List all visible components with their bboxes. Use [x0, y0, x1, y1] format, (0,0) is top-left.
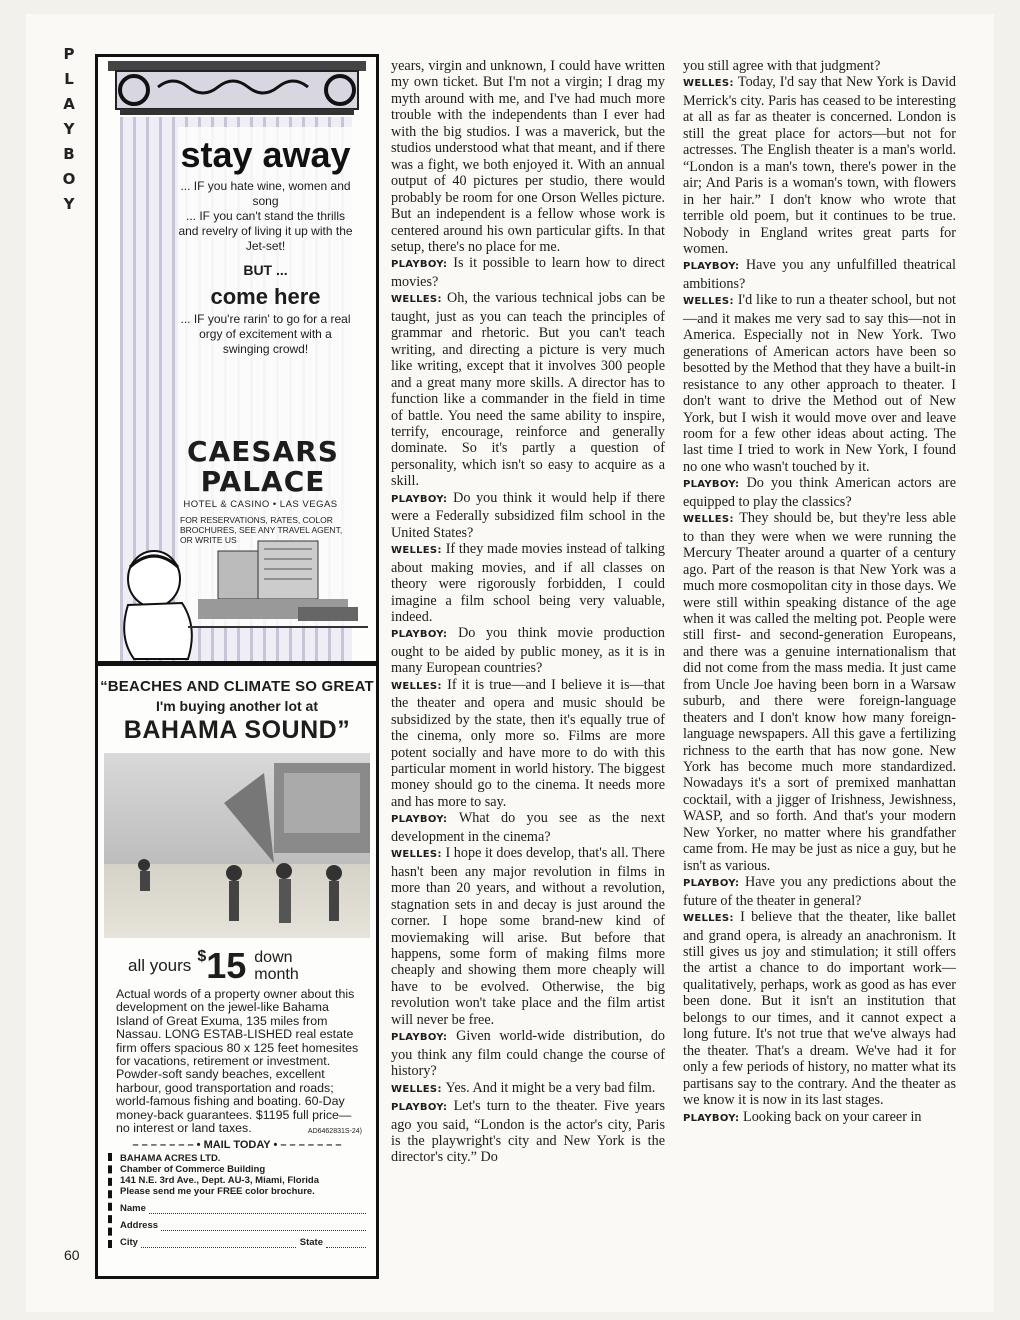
ad-come-here: come here — [210, 284, 321, 309]
price-offer: all yours $ 15 down month — [128, 945, 299, 986]
price-amount: 15 — [206, 945, 247, 986]
article-paragraph: PLAYBOY: What do you see as the next development in the cinema? — [391, 810, 665, 845]
article-paragraph: WELLES: They should be, but they're less able to than they were when we were running the Mercury Theater around a quarter of a century ago. Part of the reason is that New York was a much more cosmopolitan city in those days. We were still within speaking distance of the age when it was called the melting pot. People were still first- and second-generation Europeans, and there was a genuine internationalism that did not come from the mass media. It just came from Uncle Joe having been born in a Warsaw suburb, and there were foreign-language theaters and I don't know how many foreign-language newspapers. All this gave a fertilizing richness to the earth that has now gone. New York has become much more standardized. Nowadays it's a sort of premixed manhattan cocktail, with a jigger of Irishness, Jewishness, WASP, and so forth. And that's your modern New Yorker, no matter where his grandfather came from. He may be just as nice a guy, but he isn't as various. — [683, 510, 956, 874]
ad-body-copy: Actual words of a property owner about this development on the jewel-like Bahama Island of Great Exuma, 135 miles from Nassau. LONG ESTAB-LISHED real estate firm offers spacious 80 x 125 feet homesites for vacations, retirement or investment. Powder-soft sandy beaches, excellent harbour, good transportation and roads; world-famous fishing and boating. 60-Day money-back guarantees. $1195 full price—no interest or land taxes. AD6462831S-24) — [116, 988, 362, 1135]
speaker-label: WELLES: — [391, 1083, 446, 1095]
speaker-label: PLAYBOY: — [391, 629, 459, 641]
speaker-label: PLAYBOY: — [683, 261, 746, 273]
page-number: 60 — [64, 1247, 80, 1263]
article-paragraph: PLAYBOY: Do you think movie production ought to be aided by public money, as it is in many European countries? — [391, 625, 666, 677]
article-paragraph: PLAYBOY: Have you any unfulfilled theatrical ambitions? — [683, 257, 956, 292]
article-paragraph: PLAYBOY: Let's turn to the theater. Five years ago you said, “London is the actor's city, Paris is the playwright's city and New York is the director's city.” Do — [391, 1098, 665, 1166]
bahama-sound-ad — [95, 663, 379, 1279]
article-paragraph: WELLES: Oh, the various technical jobs can be taught, just as you can teach the principles of grammar and rhetoric. But you can't teach writing, and directing a picture is very much like writing, except that it involves 300 people and a great many more skills. A director has to function like a commander in the field in time of battle. You need the same ability to inspire, terrify, encourage, reinforce and generally dominate. So it's partly a question of personality, which isn't so easy to acquire as a skill. — [391, 290, 665, 490]
article-paragraph: WELLES: If it is true—and I believe it is—that the theater and opera and music should be subsidized by the state, then it's equally true of the cinema, only more so. Films are more potent socially and have more to do with this particular moment in world history. The biggest money should go to the cinema. It needs more and has more to say. — [391, 676, 665, 810]
speaker-label: WELLES: — [683, 514, 740, 526]
article-paragraph: WELLES: I believe that the theater, like ballet and grand opera, is already an anachronism. It still gives us joy and stimulation; it still offers the artist a chance to do important work—qualitatively, perhaps, work as good as has ever been done. But it isn't an institution that belongs to our times, and it cannot expect a long future. It's not true that we've always had the theater. That's a dream. We've had it for only a few periods of history, no matter what its partisans say to the contrary. And the theater as we know it is now in its last stages. — [683, 909, 956, 1109]
article-paragraph: PLAYBOY: Have you any predictions about the future of the theater in general? — [683, 874, 956, 909]
speaker-label: PLAYBOY: — [391, 1032, 457, 1044]
article-paragraph: PLAYBOY: Do you think American actors are equipped to play the classics? — [683, 475, 956, 510]
ad-headline-1: “BEACHES AND CLIMATE SO GREAT — [100, 678, 374, 695]
ad-copy-2: ... IF you can't stand the thrills and revelry of living it up with the Jet-set! — [178, 209, 353, 253]
article-paragraph: PLAYBOY: Given world-wide distribution, do you think any film could change the course of history? — [391, 1028, 666, 1080]
coupon-name-field: Name — [120, 1203, 366, 1214]
ad-code: AD6462831S-24) — [307, 1128, 362, 1136]
beach-scene — [104, 753, 370, 938]
mail-today-banner: – – – – – – – • MAIL TODAY • – – – – – – – — [132, 1139, 342, 1152]
mail-coupon: BAHAMA ACRES LTD. Chamber of Commerce Building 141 N.E. 3rd Ave., Dept. AU-3, Miami, Florida Please send me your FREE color brochure. Name Address City State — [108, 1153, 366, 1248]
article-paragraph: WELLES: Today, I'd say that New York is David Merrick's city. Paris has ceased to be interesting at all as far as theater is concerned. London is still the great place for actors—but not for actresses. The English theater is a man's world. “London is a man's town, there's power in the air; And Paris is a woman's town, with flowers in her hair.” I don't know who wrote that terrible old poem, but it continues to be true. Nobody in England writes great parts for women. — [683, 74, 956, 257]
column-capital-illustration — [98, 57, 376, 117]
article-paragraph: WELLES: Yes. And it might be a very bad film. — [391, 1079, 656, 1096]
speaker-label: WELLES: — [683, 296, 738, 308]
caesars-palace-ad — [95, 54, 379, 664]
speaker-label: PLAYBOY: — [391, 259, 454, 271]
speaker-label: PLAYBOY: — [391, 493, 454, 505]
reservation-note: FOR RESERVATIONS, RATES, COLOR BROCHURES, SEE ANY TRAVEL AGENT, OR WRITE US — [180, 515, 343, 545]
speaker-label: WELLES: — [391, 294, 447, 306]
speaker-label: WELLES: — [391, 849, 446, 861]
emperor-cartoon-illustration — [98, 527, 376, 661]
coupon-address-field: Address — [120, 1220, 366, 1231]
ad-but: BUT ... — [243, 262, 288, 278]
article-paragraph: WELLES: If they made movies instead of talking about making movies, and if all classes on theory were rigorously forbidden, I could imagine a film school being very valuable, indeed. — [391, 541, 665, 625]
article-column-2 — [683, 58, 956, 1127]
article-paragraph: years, virgin and unknown, I could have written my own ticket. But I'm not a virgin; I drag my myth around with me, and I've had much more trouble with the independents than I ever had with the big studios. I was a maverick, but the studios understood what that meant, and if there was a fight, we both enjoyed it. With an annual output of 40 pictures per studio, there would probably be room for one Orson Welles picture. But an independent is a fellow whose work is centered around his own particular gifts. In that setup, there's no place for me. — [391, 58, 665, 255]
article-paragraph: WELLES: I'd like to run a theater school, but not—and it makes me very sad to say this—not in America. Especially not in New York. Two generations of American actors have been so besotted by the Method that they have a built-in resistance to any other approach to theater. I don't want to drive the Method out of New York, but I wish it would move over and leave room for a few other ideas about acting. The last time I tried to work in New York, I found no one who wasn't touched by it. — [683, 292, 956, 475]
speaker-label: WELLES: — [683, 913, 741, 925]
article-paragraph: WELLES: I hope it does develop, that's all. There hasn't been any major revolution in films in more than 20 years, and without a revolution, stagnation sets in and decay is just around the corner. I hope some brand-new kind of moviemaking will arise. But before that happens, some form of making films more cheaply and showing them more cheaply will have to be evolved. Otherwise, the big revolution won't take place and the film artist will never be free. — [391, 845, 665, 1028]
speaker-label: PLAYBOY: — [391, 814, 459, 826]
ad-headline-3: BAHAMA SOUND” — [123, 716, 351, 744]
speaker-label: WELLES: — [683, 78, 738, 90]
ad-copy-3: ... IF you're rarin' to go for a real orgy of excitement with a swinging crowd! — [180, 312, 351, 356]
speaker-label: PLAYBOY: — [683, 1112, 744, 1124]
beach-photo — [104, 753, 370, 938]
ad-headline: stay away — [180, 134, 351, 175]
ad-copy-1: ... IF you hate wine, women and song — [180, 179, 351, 208]
speaker-label: PLAYBOY: — [683, 878, 745, 890]
running-head: P L A Y B O Y — [62, 45, 76, 213]
article-paragraph: you still agree with that judgment? — [683, 58, 881, 74]
speaker-label: PLAYBOY: — [391, 1102, 454, 1114]
article-paragraph: PLAYBOY: Do you think it would help if there were a Federally subsidized film school in the United States? — [391, 489, 666, 541]
article-paragraph: PLAYBOY: Looking back on your career in — [683, 1108, 922, 1125]
coupon-city-field: City State — [120, 1237, 366, 1248]
speaker-label: WELLES: — [391, 545, 446, 557]
article-paragraph: PLAYBOY: Is it possible to learn how to direct movies? — [391, 255, 665, 290]
speaker-label: WELLES: — [391, 680, 448, 692]
ad-headline-2: I'm buying another lot at — [156, 698, 318, 714]
caesars-logo: CAESARS PALACE — [187, 435, 339, 498]
logo-subtitle: HOTEL & CASINO • LAS VEGAS — [183, 499, 338, 510]
speaker-label: PLAYBOY: — [683, 479, 747, 491]
article-column-1 — [391, 58, 665, 1166]
